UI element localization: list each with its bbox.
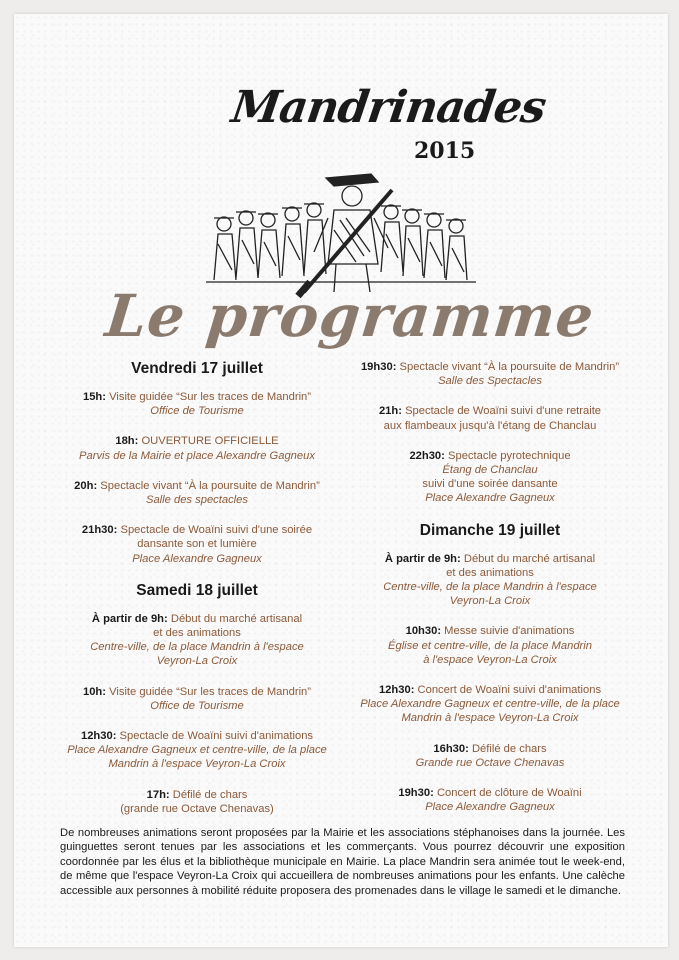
event-item: 10h30: Messe suivie d'animations Église et centre-ville, de la place Mandrin à l'espace Veyron-La Croix	[345, 624, 635, 667]
event-item: 22h30: Spectacle pyrotechnique Étang de Chanclau suivi d'une soirée dansante Place Alexandre Gagneux	[345, 449, 635, 506]
event-location: Centre-ville, de la place Mandrin à l'espace	[383, 581, 597, 594]
event-description: Messe suivie d'animations	[444, 625, 575, 638]
event-description-cont: aux flambeaux jusqu'à l'étang de Chanclau	[383, 419, 597, 432]
event-item: 12h30: Spectacle de Woaïni suivi d'animations Place Alexandre Gagneux et centre-ville, de la place Mandrin à l'espace Veyron-La Croix	[52, 729, 342, 772]
bandits-illustration	[206, 160, 476, 300]
event-item: 19h30: Spectacle vivant “À la poursuite de Mandrin” Salle des Spectacles	[345, 360, 635, 388]
event-description: Concert de Woaïni suivi d'animations	[417, 684, 602, 697]
event-location: Place Alexandre Gagneux et centre-ville, de la place	[360, 698, 620, 711]
event-item: 16h30: Défilé de chars Grande rue Octave Chenavas	[345, 742, 635, 770]
logo-year: 2015	[414, 138, 476, 164]
event-description: Défilé de chars	[471, 742, 547, 755]
event-time: 19h30	[360, 361, 393, 373]
event-time: 12h30	[80, 730, 113, 743]
event-description: Spectacle de Woaïni suivi d'animations	[119, 730, 314, 743]
event-description: OUVERTURE OFFICIELLE	[141, 435, 279, 448]
event-time: 21h	[378, 405, 399, 418]
event-location: Église et centre-ville, de la place Mandrin	[388, 639, 592, 652]
event-description-cont: (grande rue Octave Chenavas)	[120, 802, 274, 815]
event-time: 16h30	[433, 742, 466, 755]
event-location: Place Alexandre Gagneux	[132, 552, 262, 565]
programme-heading: Le programme	[102, 282, 598, 350]
event-time: 22h30	[409, 449, 442, 462]
event-location: Mandrin à l'espace Veyron-La Croix	[108, 758, 286, 771]
event-location: Parvis de la Mairie et place Alexandre Gagneux	[79, 449, 315, 462]
day-heading: Vendredi 17 juillet	[131, 360, 263, 377]
event-location: Mandrin à l'espace Veyron-La Croix	[401, 712, 579, 725]
event-description: Début du marché artisanal	[170, 612, 303, 625]
event-description: Spectacle vivant “À la poursuite de Mandrin”	[100, 479, 320, 492]
event-item: 12h30: Concert de Woaïni suivi d'animations Place Alexandre Gagneux et centre-ville, de la place Mandrin à l'espace Veyron-La Croix	[345, 683, 635, 726]
event-description-cont: suivi d'une soirée dansante	[422, 478, 558, 491]
right-column	[345, 360, 635, 830]
event-time: 21h30	[81, 524, 114, 537]
event-description: Spectacle vivant “À la poursuite de Mandrin”	[399, 361, 620, 373]
event-location: Place Alexandre Gagneux	[425, 492, 555, 505]
event-time: 18h	[115, 435, 135, 448]
event-item: 19h30: Concert de clôture de Woaïni Place Alexandre Gagneux	[345, 786, 635, 814]
footer-paragraph: De nombreuses animations seront proposées par la Mairie et les associations stéphanoises dans la journée. Les guinguettes seront tenues par les associations et les commerçants. Vous pourrez découvrir une exposition coordonnée par les élus et la bibliothèque municipale en Mairie. La place Mandrin sera animée tout le week-end, de même que l'espace Veyron-La Croix qui accueillera de nombreuses animations pour les enfants. Une calèche accessible aux personnes à mobilité réduite proposera des promenades dans le village le samedi et le dimanche.	[60, 827, 625, 897]
event-item: 18h: OUVERTURE OFFICIELLE Parvis de la Mairie et place Alexandre Gagneux	[52, 434, 342, 462]
event-time: 17h	[146, 788, 166, 801]
event-time: À partir de 9h	[91, 612, 165, 625]
event-location: Grande rue Octave Chenavas	[415, 756, 565, 769]
event-item: 15h: Visite guidée “Sur les traces de Mandrin” Office de Tourisme	[52, 390, 342, 418]
event-location: Veyron-La Croix	[449, 595, 531, 608]
event-description: Visite guidée “Sur les traces de Mandrin”	[109, 391, 311, 403]
event-location: Salle des Spectacles	[438, 375, 542, 388]
event-location: Place Alexandre Gagneux	[425, 801, 555, 814]
event-description: Début du marché artisanal	[463, 552, 596, 565]
event-description-cont: dansante son et lumière	[137, 538, 257, 551]
event-time: 19h30	[398, 787, 431, 800]
event-time: 10h	[82, 685, 103, 698]
event-description: Spectacle de Woaïni suivi d'une retraite	[405, 405, 602, 418]
day-heading: Samedi 18 juillet	[136, 581, 258, 599]
event-description: Spectacle pyrotechnique	[448, 449, 571, 462]
event-description-cont: et des animations	[153, 627, 241, 640]
day-heading: Dimanche 19 juillet	[419, 521, 561, 539]
event-time: 20h	[74, 479, 94, 492]
event-location: Office de Tourisme	[150, 699, 244, 712]
event-location: Centre-ville, de la place Mandrin à l'espace	[90, 641, 304, 654]
event-item: 21h30: Spectacle de Woaïni suivi d'une soirée dansante son et lumière Place Alexandre Gagneux	[52, 523, 342, 566]
event-time: 15h	[82, 391, 103, 403]
event-item: À partir de 9h: Début du marché artisanal et des animations Centre-ville, de la place Mandrin à l'espace Veyron-La Croix	[345, 552, 635, 609]
event-description: Défilé de chars	[172, 788, 248, 801]
event-location: Veyron-La Croix	[156, 655, 238, 668]
left-column	[52, 360, 342, 832]
event-location: Office de Tourisme	[150, 405, 244, 418]
event-time: 10h30	[405, 625, 438, 638]
event-description-cont: et des animations	[446, 566, 534, 579]
event-location: Place Alexandre Gagneux et centre-ville, de la place	[67, 744, 327, 757]
event-item: 21h: Spectacle de Woaïni suivi d'une retraite aux flambeaux jusqu'à l'étang de Chanclau	[345, 404, 635, 432]
event-description: Visite guidée “Sur les traces de Mandrin”	[109, 685, 311, 698]
event-item: 10h: Visite guidée “Sur les traces de Mandrin” Office de Tourisme	[52, 685, 342, 713]
event-item: À partir de 9h: Début du marché artisanal et des animations Centre-ville, de la place Mandrin à l'espace Veyron-La Croix	[52, 612, 342, 669]
event-location: Salle des spectacles	[146, 494, 248, 507]
event-location: Étang de Chanclau	[442, 464, 538, 477]
event-item: 17h: Défilé de chars (grande rue Octave Chenavas)	[52, 788, 342, 816]
event-description: Concert de clôture de Woaïni	[436, 787, 582, 800]
logo-title: Mandrinades	[228, 82, 549, 133]
event-location: à l'espace Veyron-La Croix	[423, 653, 557, 666]
event-description: Spectacle de Woaïni suivi d'une soirée	[120, 524, 313, 537]
event-time: À partir de 9h	[384, 552, 458, 565]
event-time: 12h30	[378, 684, 411, 697]
event-item: 20h: Spectacle vivant “À la poursuite de Mandrin” Salle des spectacles	[52, 479, 342, 507]
